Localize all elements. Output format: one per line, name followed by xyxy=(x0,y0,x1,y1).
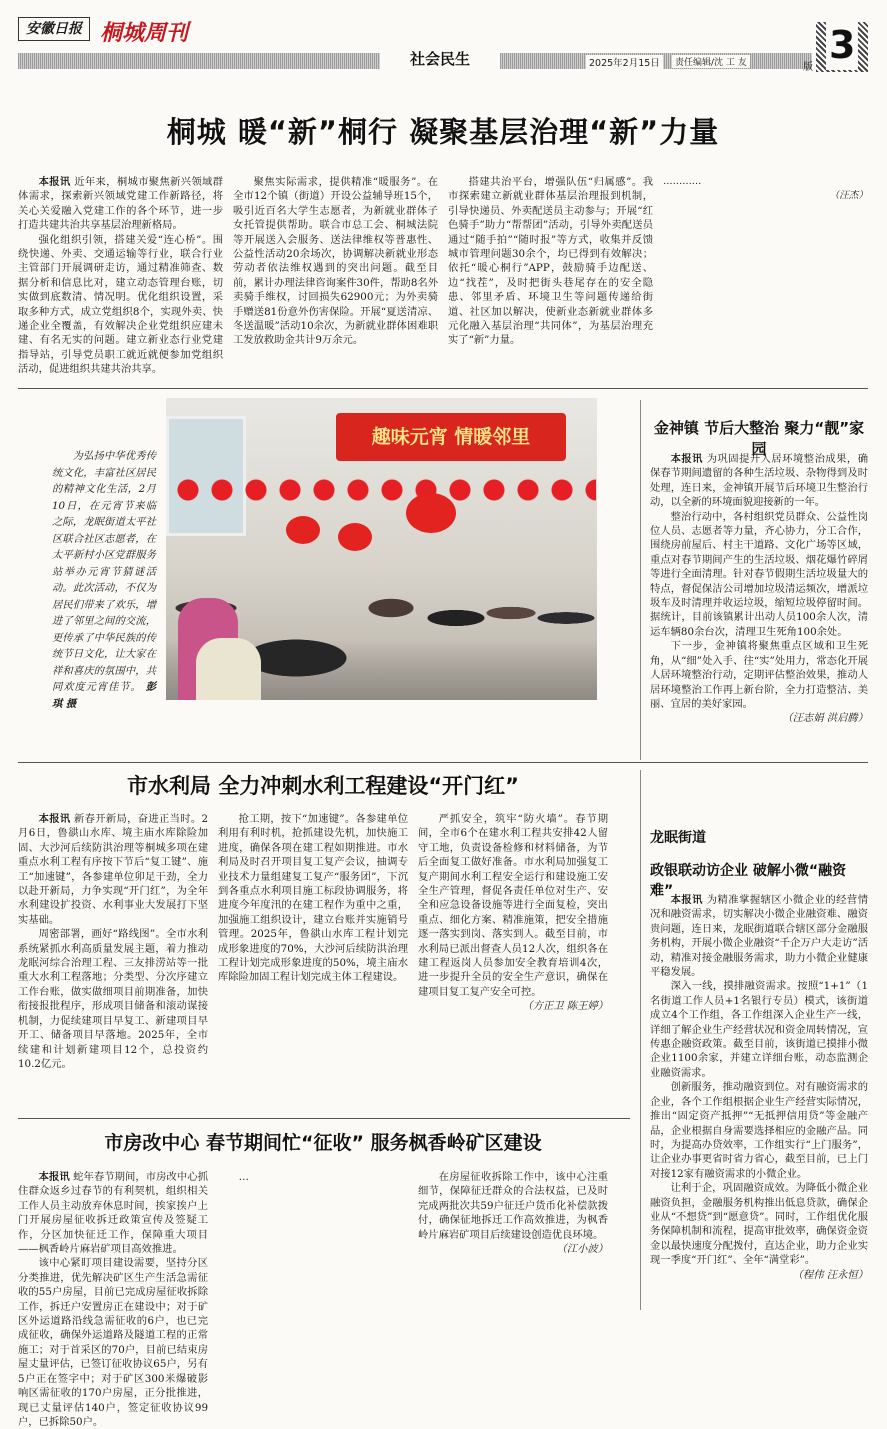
divider xyxy=(640,400,641,760)
lantern xyxy=(406,493,456,533)
shuili-body-col1: 本报讯 新春开新局，奋进正当时。2月6日，鲁谼山水库、境主庙水库除险加固、大沙河后续防洪治理等桐城多项在建重点水利工程有序按下节后“复工键”、施工“加速键”，各参建单位卯足干劲，全力以赴开新局，力争实现“开门红”，为全年水利建设扩投资、水利事业大发展打下坚实基础。 周密部署，画好“路线图”。全市水利系统紧抓水利高质量发展主题，着力推动龙眠河综合治理工程、三友排涝站等一批重大水利工程落地；分类型、分次序建立工作台账，做实做细项目前期准备，加快衔接报批程序，形成项目储备和滚动谋接机制，力促续建项目早复工、新建项目早开工、储备项目早落地。2025年，全市续建和计划新建项目12个，总投资约10.2亿元。 xyxy=(18,813,208,1070)
editor-credit: 责任编辑/沈 工 友 xyxy=(672,55,750,68)
lead-body-col3: 搭建共治平台，增强队伍“归属感”。我市探索建立新就业群体基层治理报到机制，引导快递员、外卖配送员主动参与；开展“红色骑手”助力“帮帮团”活动，引导外卖配送员通过“随手拍”“随时报”等方式，收集并反馈城市管理问题30余个，均已得到有效解决；依托“暖心桐行”APP，鼓励骑手边配送、边“找茬”，及时把街头巷尾存在的安全隐患、邻里矛盾、环境卫生等问题传递给街道、社区加以解决，使新业态新就业群体多元化融入基层治理“共同体”，为基层治理充实了“新”力量。 xyxy=(448,176,653,347)
divider xyxy=(18,388,868,389)
longmian-body: 本报讯 为精准掌握辖区小微企业的经营情况和融资需求，切实解决小微企业融资难、融资贵问题，连日来，龙眠街道联合辖区部分金融服务机构，开展小微企业融资“千企万户大走访”活动，精准对接金融服务需求，助力小微企业健康平稳发展。 深入一线，摸排融资需求。按照“1+1”（1名街道工作人员+1名银行专员）模式，该街道成立4个工作组，各工作组深入企业生产一线，详细了解企业生产经营状况和资金周转情况，宣传惠企融资政策。截至目前，该街道已摸排小微企业1100余家，并建立详细台账，动态监测企业融资需求。 创新服务，推动融资到位。对有融资需求的企业，各个工作组根据企业生产经营实际情况，推出“固定资产抵押”“无抵押信用贷”等金融产品，企业根据自身需要选择相应的金融产品。同时，为提高办贷效率，工作组实行“上门服务”，让企业办事更省时省力省心，截至目前，已上门对接12家有融资需求的小微企业。 让利于企，巩固融资成效。为降低小微企业融资负担，金融服务机构推出低息贷款，确保企业从“不想贷”到“愿意贷”。同时，工作组优化服务保障机制和流程，提高审批效率，确保资金资金以最快速度分配拨付，直达企业，助力企业实现一季度“开门红”、全年“满堂彩”。 （程伟 汪永恒） xyxy=(650,894,869,1281)
photo-banner: 趣味元宵 情暖邻里 xyxy=(336,413,566,461)
lantern xyxy=(338,523,372,551)
lead-body: 本报讯 近年来，桐城市聚焦新兴领域群体需求，探索新兴领域党建工作新路径，将关心关爱融入党建工作的各个环节，进一步打造共建共治共享基层治理新格局。 强化组织引领，搭建关爱“连心桥”。围绕快递、外卖、交通运输等行业，联合行业主管部门开展调研走访，通过精准筛查、数据分析和信息比对，建立动态管理台账，切实做到底数清、情况明。优化组织设置，采取多种方式，成立党组织8个，实现外卖、快递企业全覆盖，有效解决企业党组织应建未建、有名无实的问题。建立新业态行业党建指导站，引导党员职工就近就便参加党组织活动，促进组织共建共治共享。 xyxy=(18,176,224,376)
paper-logo: 安徽日报 xyxy=(18,17,90,41)
lead-author: （汪杰） xyxy=(829,189,868,201)
issue-date: 2025年2月15日 xyxy=(586,55,663,69)
event-photo xyxy=(166,398,597,700)
lead-body-col4: ………… （汪杰） xyxy=(663,176,868,201)
figure xyxy=(196,638,261,700)
jinshen-author: （汪志娟 洪启腾） xyxy=(782,712,868,725)
longmian-headline: 政银联动访企业 破解小微“融资难” xyxy=(650,863,847,899)
fanggai-body-col3: 在房屋征收拆除工作中，该中心注重细节，保障征迁群众的合法权益，已及时完成两批次共59户征迁户货币化补偿款拨付，确保征地拆迁工作高效推进，为枫香岭片麻岩矿项目后续建设创造优良环境。 （江小波） xyxy=(418,1171,608,1256)
fanggai-author: （江小波） xyxy=(556,1243,608,1256)
shuili-author: （方正卫 陈王婷） xyxy=(522,1000,608,1013)
weekly-title: 桐城周刊 xyxy=(100,21,189,46)
divider xyxy=(18,762,868,763)
lantern-row xyxy=(176,476,596,506)
longmian-author: （程伟 汪永恒） xyxy=(792,1268,868,1281)
jinshen-body: 本报讯 为巩固提升人居环境整治成果，确保春节期间遗留的各种生活垃圾、杂物得到及时处理，连日来，金神镇开展节后环境卫生整治行动，以全新的环境面貌迎接新的一年。 整治行动中，各村组织党员群众、公益性岗位人员、志愿者等力量，齐心协力，分工合作，围绕房前屋后、村主干道路、文化广场等区域，重点对春节期间产生的生活垃圾、烟花爆竹碎屑等进行全面清理。针对春节假期生活垃圾量大的特点，督促保洁公司增加垃圾清运频次，增派垃圾车及时清理并收运垃圾，缩短垃圾停留时间。据统计，目前该镇累计出动人员100余人次，清运车辆80余台次，清理卫生死角100余处。 下一步，金神镇将聚焦重点区域和卫生死角，从“细”处入手、往“实”处用力，常态化开展人居环境整治行动，定期评估整治效果，推动人居环境整治工作再上新台阶，全力打造整洁、美丽、宜居的美好家园。 （汪志娟 洪启腾） xyxy=(650,453,869,725)
jinshen-headline: 金神镇 节后大整治 聚力“靓”家园 xyxy=(653,419,865,458)
shuili-body-col2: 抢工期，按下“加速键”。各参建单位利用有利时机，抢抓建设先机，加快施工进度，确保各项在建工程如期推进。市水利局及时召开项目复工复产会议，抽调专业技术力量组建复工复产“服务团”，下沉到各重点水利项目施工标段协调服务，将进度今年度汛的在建工程作为重中之重，加强施工组织设计，建立台账并实施销号管理。2025年，鲁谼山水库工程计划完成形象进度的70%，大沙河后续防洪治理工程计划完成形象进度的50%，境主庙水库除险加固工程计划完成主体工程建设。 xyxy=(218,813,408,984)
shuili-body-col3: 严抓安全，筑牢“防火墙”。春节期间，全市6个在建水利工程共安排42人留守工地，负责设备检修和材料储备，为节后全面复工做好准备。市水利局加强复工复产期间水利工程安全运行和建设施工安全生产管理，督促各责任单位对生产、安全和应急设备设施等进行全面复检，突出重点、细化方案、精准施策，把安全措施逐一落实到岗、落实到人。截至目前，市水利局已派出督查人员12人次，组织各在建工程返岗人员参加安全教育培训4次，进一步提升全员的安全生产意识，确保在建项目复工复产安全可控。 （方正卫 陈王婷） xyxy=(418,813,608,1013)
lead-byline: 本报讯 xyxy=(38,176,71,188)
lead-headline: 桐城 暖“新”桐行 凝聚基层治理“新”力量 xyxy=(166,115,720,149)
photo-credit: 彭琪 摄 xyxy=(52,681,156,710)
page-label: 版 xyxy=(803,62,813,73)
divider xyxy=(18,1118,630,1119)
lead-body-col2: 聚焦实际需求，提供精准“暖服务”。在全市12个镇（街道）开设公益辅导班15个，吸引近百名大学生志愿者，为新就业群体子女托管提供帮助。联合市总工会、桐城法院等开展送入会服务、送法律维权等普惠性、公益性活动20余场次，协调解决新就业形态劳动者依法维权遇到的突出问题。截至目前，累计办理法律咨询案件30件，帮助8名外卖骑手维权，讨回损失62900元；为外卖骑手赠送81份意外伤害保险。开展“夏送清凉、冬送温暖”活动10余次，为新就业群体困难职工发放救助金共计9万余元。 xyxy=(233,176,438,347)
lantern xyxy=(286,516,320,544)
fanggai-body-col1: 本报讯 蛇年春节期间，市房改中心抓住群众返乡过春节的有利契机，组织相关工作人员主动放弃休息时间，挨家挨户上门开展房屋征收拆迁政策宣传及签疑工作，分区加快征迁工作，保障重大项目——枫香岭片麻岩矿项目高效推进。 该中心紧盯项目建设需要，坚持分区分类推进，优先解决矿区生产生活急需征收的55户房屋，目前已完成房屋征收拆除工作，拆迁户安置房正在建设中；对于矿区外运道路沿线急需征收的6户，也已完成征收，确保外运道路及隧道工程的正常施工；对于首采区的70户，目前已结束房屋丈量评估，已签订征收协议65户，另有5户正在签字中；对于矿区300米爆破影响区需征收的170户房屋，正分批推进，现已丈量评估140户，签定征收协议99户，已拆除50户。 xyxy=(18,1171,208,1428)
fanggai-body-col2: … xyxy=(238,1171,249,1183)
page-number: 3 xyxy=(826,20,858,70)
photo-caption: 为弘扬中华优秀传统文化，丰富社区居民的精神文化生活，2月10日，在元宵节来临之际，龙眠街道太平社区联合社区志愿者，在太平新村小区党群服务站举办元宵节猜谜活动。此次活动，不仅为居民们带来了欢乐，增进了邻里之间的交流，更传承了中华民族的传统节日文化，让大家在祥和喜庆的氛围中，共同欢度元宵佳节。 彭琪 摄 xyxy=(52,450,156,710)
section-title: 社会民生 xyxy=(380,48,500,70)
shuili-headline: 市水利局 全力冲刺水利工程建设“开门红” xyxy=(127,774,519,798)
fanggai-headline: 市房改中心 春节期间忙“征收” 服务枫香岭矿区建设 xyxy=(104,1132,542,1154)
divider xyxy=(640,770,641,1310)
longmian-kicker: 龙眠街道 xyxy=(650,830,706,846)
